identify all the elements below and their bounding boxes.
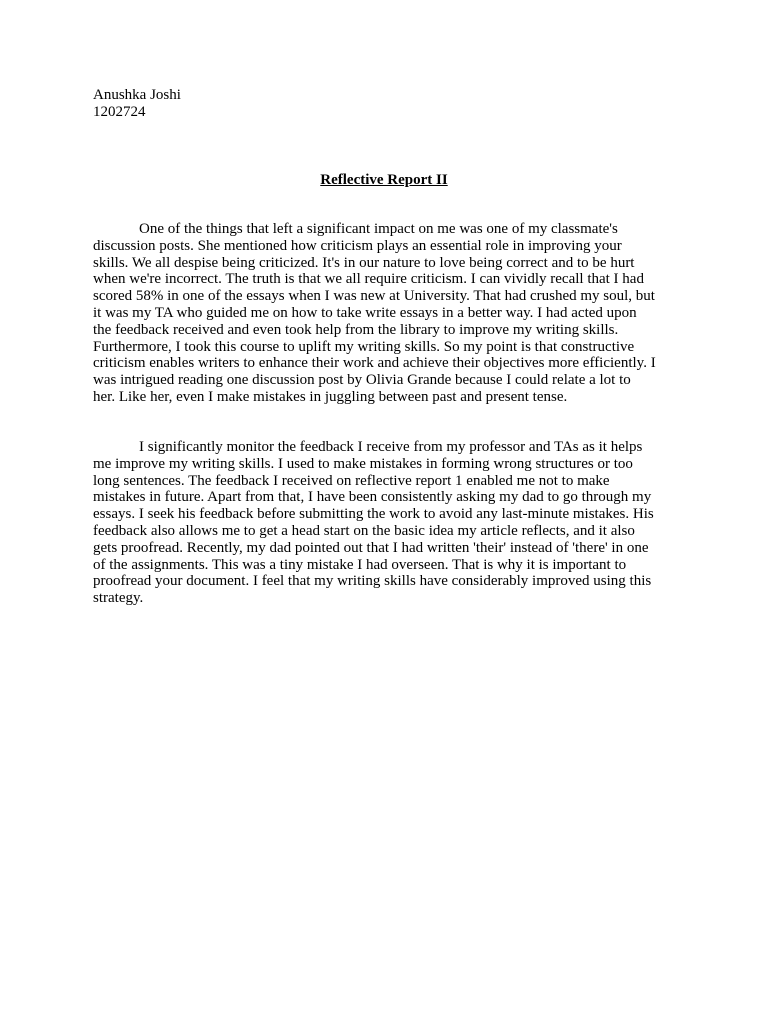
paragraph-line: Furthermore, I took this course to uplift my writing skills. So my point is that constructive bbox=[93, 338, 635, 355]
paragraph-line: discussion posts. She mentioned how criticism plays an essential role in improving your bbox=[93, 237, 622, 254]
paragraph-line: the feedback received and even took help from the library to improve my writing skills. bbox=[93, 321, 619, 338]
paragraph-line: mistakes in future. Apart from that, I have been consistently asking my dad to go through my bbox=[93, 489, 652, 506]
paragraph-line: scored 58% in one of the essays when I was new at University. That had crushed my soul, but bbox=[93, 288, 655, 305]
paragraph-2 bbox=[93, 439, 683, 607]
paragraph-line: was intrigued reading one discussion post by Olivia Grande because I could relate a lot to bbox=[93, 372, 631, 389]
paragraph-1 bbox=[93, 221, 683, 406]
paragraph-line: her. Like her, even I make mistakes in juggling between past and present tense. bbox=[93, 388, 568, 405]
paragraph-line: of the assignments. This was a tiny mistake I had overseen. That is why it is important to bbox=[93, 556, 627, 573]
author-block bbox=[93, 87, 181, 121]
paragraph-line: long sentences. The feedback I received on reflective report 1 enabled me not to make bbox=[93, 472, 610, 489]
paragraph-line: I significantly monitor the feedback I receive from my professor and TAs as it helps bbox=[139, 439, 643, 455]
author-name: Anushka Joshi bbox=[93, 87, 181, 103]
paragraph-line: One of the things that left a significant impact on me was one of my classmate's bbox=[139, 221, 618, 237]
paragraph-line: proofread your document. I feel that my writing skills have considerably improved using this bbox=[93, 573, 652, 590]
report-title: Reflective Report II bbox=[320, 172, 448, 188]
paragraph-line: skills. We all despise being criticized. It's in our nature to love being correct and to be hurt bbox=[93, 254, 635, 271]
paragraph-line: it was my TA who guided me on how to take write essays in a better way. I had acted upon bbox=[93, 304, 637, 321]
paragraph-line: criticism enables writers to enhance their work and achieve their objectives more efficiently. I bbox=[93, 355, 656, 372]
paragraph-line: strategy. bbox=[93, 590, 144, 607]
student-id: 1202724 bbox=[93, 104, 146, 120]
paragraph-line: feedback also allows me to get a head start on the basic idea my article reflects, and it also bbox=[93, 522, 635, 539]
paragraph-line: essays. I seek his feedback before submitting the work to avoid any last-minute mistakes. His bbox=[93, 506, 654, 523]
paragraph-line: me improve my writing skills. I used to make mistakes in forming wrong structures or too bbox=[93, 455, 633, 472]
paragraph-line: when we're incorrect. The truth is that we all require criticism. I can vividly recall that I had bbox=[93, 271, 644, 288]
paragraph-line: gets proofread. Recently, my dad pointed out that I had written 'their' instead of 'there' in one bbox=[93, 539, 649, 556]
